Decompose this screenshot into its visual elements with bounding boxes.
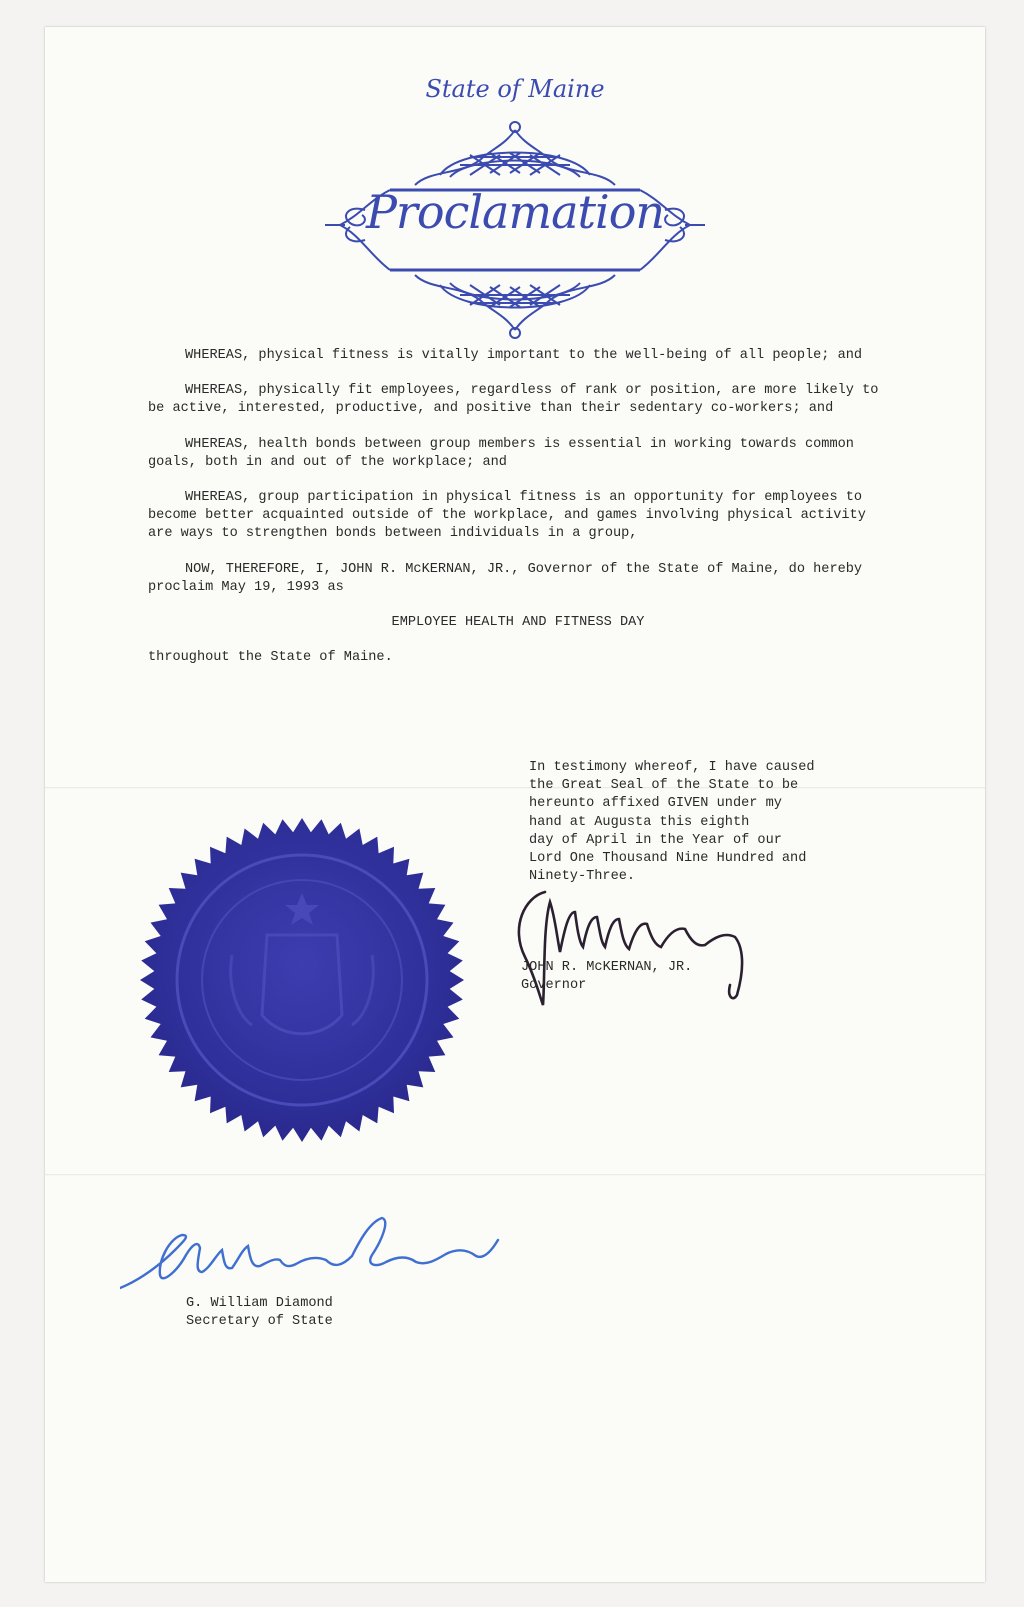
- whereas-paragraph-1: WHEREAS, physical fitness is vitally important to the well-being of all people; and: [185, 348, 863, 363]
- proclamation-document: [45, 27, 985, 1582]
- secretary-name: G. William Diamond: [186, 1296, 333, 1311]
- governor-name: JOHN R. McKERNAN, JR.: [521, 960, 693, 975]
- proclamation-body: [148, 347, 888, 684]
- state-heading: State of Maine: [425, 75, 605, 103]
- therefore-paragraph: NOW, THEREFORE, I, JOHN R. McKERNAN, JR., Governor of the State of Maine, do hereby proclaim May 19, 1993 as: [148, 561, 863, 595]
- fold-crease: [45, 1174, 985, 1176]
- closing-line: throughout the State of Maine.: [148, 650, 393, 666]
- secretary-title: Secretary of State: [186, 1314, 333, 1330]
- whereas-paragraph-4: WHEREAS, group participation in physical fitness is an opportunity for employees to become better acquainted outside of the workplace, and games involving physical activity are ways to strengthen bonds between individuals in a group,: [148, 490, 866, 542]
- secretary-signature: [120, 1210, 500, 1300]
- whereas-paragraph-3: WHEREAS, health bonds between group members is essential in working towards common goals, both in and out of the workplace; and: [148, 436, 854, 470]
- proclamation-ornament: [320, 115, 710, 340]
- great-seal: [137, 815, 467, 1145]
- testimony-block: In testimony whereof, I have caused the Great Seal of the State to be hereunto affixed GIVEN under my hand at Augusta this eighth day of April in the Year of our Lord One Thousand Nine Hundred and Ninety-Three.: [529, 760, 815, 885]
- secretary-name-block: [186, 1295, 333, 1331]
- secretary-signature-icon: [120, 1210, 500, 1300]
- whereas-paragraph-2: WHEREAS, physically fit employees, regardless of rank or position, are more likely to be active, interested, productive, and positive than their sedentary co-workers; and: [148, 383, 879, 417]
- proclamation-title: Proclamation: [365, 185, 665, 239]
- governor-title: Governor: [521, 978, 587, 994]
- proclaimed-day: EMPLOYEE HEALTH AND FITNESS DAY: [391, 615, 645, 631]
- governor-name-block: [521, 959, 692, 995]
- seal-icon: [137, 815, 467, 1145]
